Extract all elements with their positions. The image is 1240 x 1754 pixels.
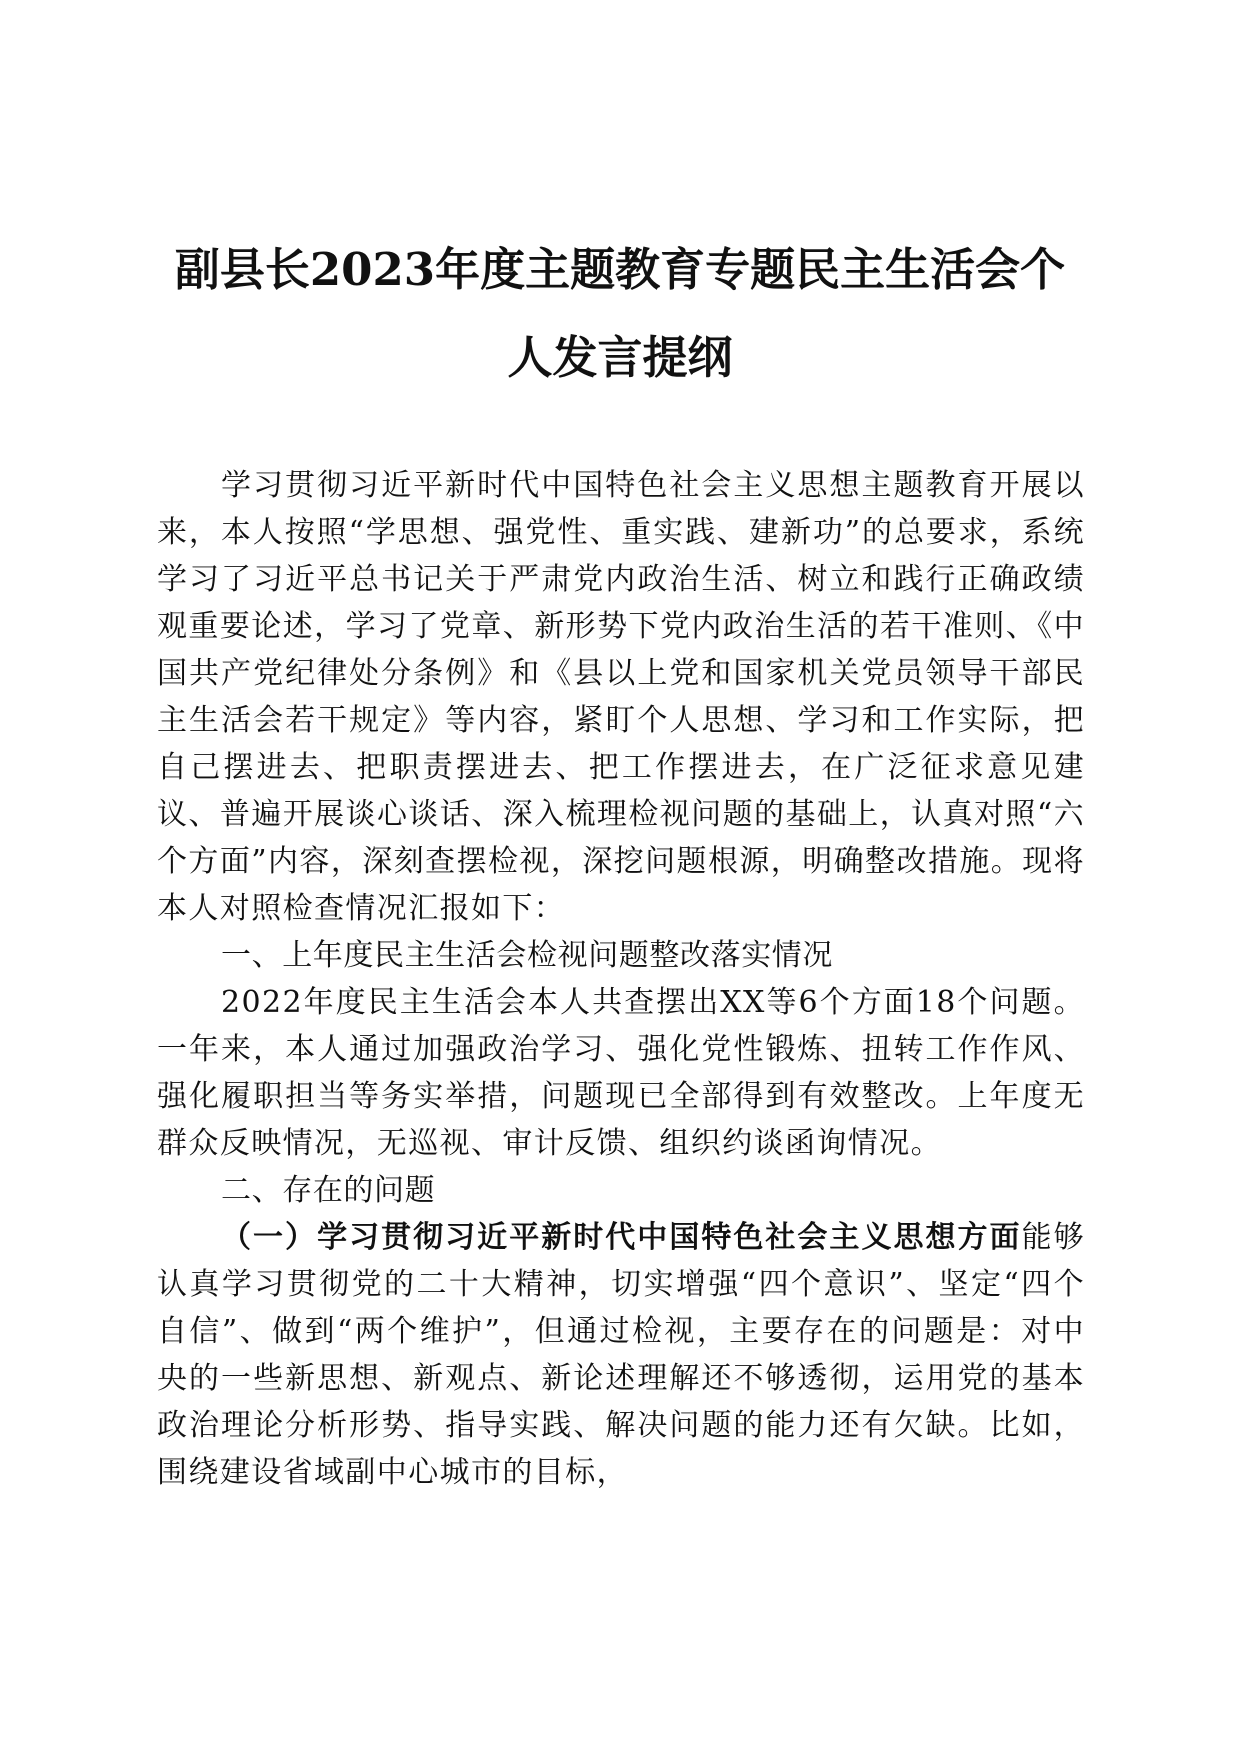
section-2-heading: 二、存在的问题 (221, 1173, 436, 1208)
section-1-paragraph: 2022年度民主生活会本人共查摆出XX等6个方面18个问题。一年来，本人通过加强政治学习、强化党性锻炼、扭转工作作风、强化履职担当等务实举措，问题现已全部得到有效整改。上年度无群众反映情况，无巡视、审计反馈、组织约谈函询情况。 (157, 985, 1085, 1161)
subsection-1-block (157, 1214, 1085, 1496)
title-line-1: 副县长2023年度主题教育专题民主生活会个 (174, 243, 1066, 296)
title-line-2: 人发言提纲 (507, 331, 733, 384)
document-title (150, 226, 1090, 402)
subsection-1-paragraph: 能够认真学习贯彻党的二十大精神，切实增强“四个意识”、坚定“四个自信”、做到“两个维护”，但通过检视，主要存在的问题是：对中央的一些新思想、新观点、新论述理解还不够透彻，运用党的基本政治理论分析形势、指导实践、解决问题的能力还有欠缺。比如，围绕建设省域副中心城市的目标， (157, 1220, 1086, 1490)
section-1-heading: 一、上年度民主生活会检视问题整改落实情况 (221, 938, 833, 973)
document-body (157, 462, 1085, 1496)
intro-paragraph: 学习贯彻习近平新时代中国特色社会主义思想主题教育开展以来，本人按照“学思想、强党性、重实践、建新功”的总要求，系统学习了习近平总书记关于严肃党内政治生活、树立和践行正确政绩观重要论述，学习了党章、新形势下党内政治生活的若干准则、《中国共产党纪律处分条例》和《县以上党和国家机关党员领导干部民主生活会若干规定》等内容，紧盯个人思想、学习和工作实际，把自己摆进去、把职责摆进去、把工作摆进去，在广泛征求意见建议、普遍开展谈心谈话、深入梳理检视问题的基础上，认真对照“六个方面”内容，深刻查摆检视，深挖问题根源，明确整改措施。现将本人对照检查情况汇报如下： (157, 468, 1085, 926)
subsection-1-heading: （一）学习贯彻习近平新时代中国特色社会主义思想方面 (221, 1220, 1022, 1255)
